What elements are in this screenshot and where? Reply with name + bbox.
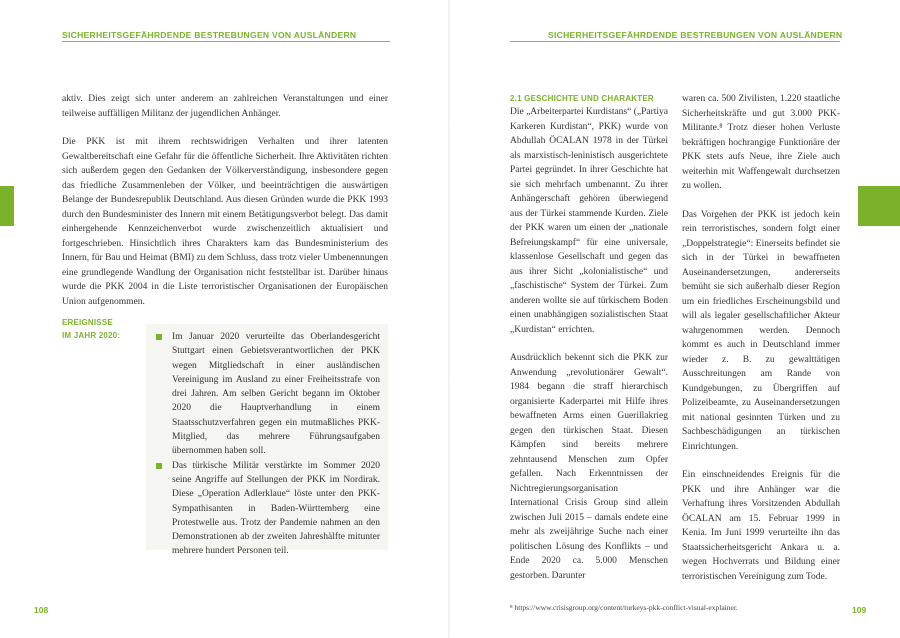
paragraph: Die PKK ist mit ihrem rechtswidrigen Verhalten und ihrer latenten Gewaltbereitschaft eine Gefahr für die öffentliche Sicherheit. Ihre Aktivitäten richten sich außerdem gegen den Gedanken der Völkerverständigung, insbesondere gegen das friedliche Zusammenleben der Völker, und beeinträchtigen die auswärtigen Belange der Bundesrepublik Deutschland. Aus diesen Gründen wurde die PKK 1993 durch den Bundesminister des Innern mit einem Betätigungsverbot belegt. Das damit einhergehende Kennzeichenverbot wurde zwischenzeitlich aktualisiert und fortgeschrieben. Hinsichtlich ihres Charakters kam das Bundesministerium des Innern, für Bau und Heimat (BMI) zu dem Schluss, dass trotz vieler Umbenennungen eine grundlegende Wandlung der Organisation nicht feststellbar ist. Darüber hinaus wurde die PKK 2004 in die Liste terroristischer Organisationen der Europäischen Union aufgenommen. bbox=[62, 137, 388, 307]
paragraph: Die „Arbeiterpartei Kurdistans“ („Partiya Karkeren Kurdistan“, PKK) wurde von Abdullah ÖCALAN 1978 in der Türkei als marxistisch-leninistisch ausgerichtete Partei gegründet. In ihrer Geschichte hat sie sich mehrfach umbenannt. Zu ihrer Anhängerschaft gehören überwiegend aus der Türkei stammende Kurden. Ziele der PKK waren um einen der „nationale Befreiungskampf“ für eine universale, klassenlose Gesellschaft und gegen das aus ihrer Sicht „kolonialistische“ und „faschistische“ System der Türkei. Zum anderen wollte sie auf türkischem Boden einen unabhängigen sozialistischen Staat „Kurdistan“ errichten. bbox=[510, 107, 669, 335]
footnote: ⁸ https://www.crisisgroup.org/content/turkeys-pkk-conflict-visual-explainer. bbox=[510, 603, 738, 612]
side-label-line: IM JAHR 2020: bbox=[62, 330, 121, 340]
paragraph: waren ca. 500 Zivilisten, 1.220 staatliche Sicherheitskräfte und gut 3.000 PKK-Militante.⁸ Trotz dieser hohen Verluste bekräftigen hochrangige Funktionäre der PKK stets aufs Neue, ihre Ziele auch weiterhin mit Waffengewalt durchsetzen zu wollen. bbox=[682, 94, 840, 191]
section-heading: 2.1 GESCHICHTE UND CHARAKTER bbox=[510, 94, 654, 103]
event-text: Im Januar 2020 verurteilte das Oberlandesgericht Stuttgart einen Gebietsverantwortlichen der PKK wegen Mitgliedschaft in einer ausländischen Vereinigung im Ausland zu einer Freiheitsstrafe von drei Jahren. Am selben Gericht begann im Oktober 2020 die Hauptverhandlung in einem Staatsschutzverfahren gegen ein mutmaßliches PKK-Mitglied, das mehrere Führungsaufgaben übernommen haben soll. bbox=[172, 332, 380, 457]
left-body-text bbox=[62, 92, 388, 309]
page-number-right: 109 bbox=[852, 605, 867, 615]
side-label-line: EREIGNISSE bbox=[62, 318, 113, 327]
paragraph: Ein einschneidendes Ereignis für die PKK und ihre Anhänger war die Verhaftung ihres Vorsitzenden Abdullah ÖCALAN am 15. Februar 1999 in Kenia. Im Juni 1999 verurteilte ihn das Staatssicherheitsgericht Ankara u. a. wegen Hochverrats und Bildung einer terroristischen Vereinigung zum Tode. bbox=[682, 470, 840, 582]
paragraph: Ausdrücklich bekennt sich die PKK zur Anwendung „revolutionärer Gewalt“. 1984 begann die straff hierarchisch organisierte Kaderpartei mit Hilfe ihres bewaffneten Arms einen Guerillakrieg gegen den türkischen Staat. Diesen Kämpfen sind bereits mehrere zehntausend Menschen zum Opfer gefallen. Nach Erkenntnissen der Nichtregierungsorganisation International Crisis Group sind allein zwischen Juli 2015 – damals endete eine mehr als zweijährige Suche nach einer politischen Lösung des Konflikts – und Ende 2020 ca. 5.000 Menschen gestorben. Darunter bbox=[510, 353, 668, 581]
right-column-2 bbox=[682, 92, 840, 584]
event-item bbox=[156, 459, 380, 559]
right-column-1 bbox=[510, 92, 668, 583]
page-number-left: 108 bbox=[34, 605, 49, 615]
event-text: Das türkische Militär verstärkte im Sommer 2020 seine Angriffe auf Stellungen der PKK im Nordirak. Diese „Operation Adlerklaue“ löste unter den PKK-Sympathisanten in Baden-Württemberg eine Protestwelle aus. Trotz der Pandemie nahmen an den Demonstrationen ab der zweiten Jahreshälfte mitunter mehrere hundert Personen teil. bbox=[172, 460, 380, 557]
bullet-square-icon bbox=[156, 334, 162, 340]
event-item bbox=[156, 330, 380, 459]
events-list bbox=[156, 330, 380, 559]
events-side-label bbox=[62, 317, 120, 342]
chapter-tab-right bbox=[858, 186, 900, 226]
bullet-square-icon bbox=[156, 463, 162, 469]
header-rule-right bbox=[510, 41, 840, 42]
paragraph: aktiv. Dies zeigt sich unter anderem an zahlreichen Veranstaltungen und einer teilweise auffälligen Militanz der jugendlichen Anhänger. bbox=[62, 94, 388, 119]
chapter-tab-left bbox=[0, 186, 14, 226]
running-head-left: SICHERHEITSGEFÄHRDENDE BESTREBUNGEN VON AUSLÄNDERN bbox=[62, 30, 357, 40]
header-rule-left bbox=[62, 41, 390, 42]
running-head-right: SICHERHEITSGEFÄHRDENDE BESTREBUNGEN VON AUSLÄNDERN bbox=[548, 30, 843, 40]
paragraph: Das Vorgehen der PKK ist jedoch kein rein terroristisches, sondern folgt einer „Doppelstrategie“: Einerseits befindet sie sich in der Türkei in bewaffneten Auseinandersetzungen, andererseits bemüht sie sich außerhalb dieser Region um ein friedliches Erscheinungsbild und will als legaler gesellschaftlicher Akteur wahrgenommen werden. Dennoch kommt es auch in Deutschland immer wieder z. B. zu gewalttätigen Ausschreitungen am Rande von Kundgebungen, zu Übergriffen auf Polizeibeamte, zu Auseinandersetzungen mit national gesinnten Türken und zu Sachbeschädigungen an türkischen Einrichtungen. bbox=[682, 209, 840, 452]
